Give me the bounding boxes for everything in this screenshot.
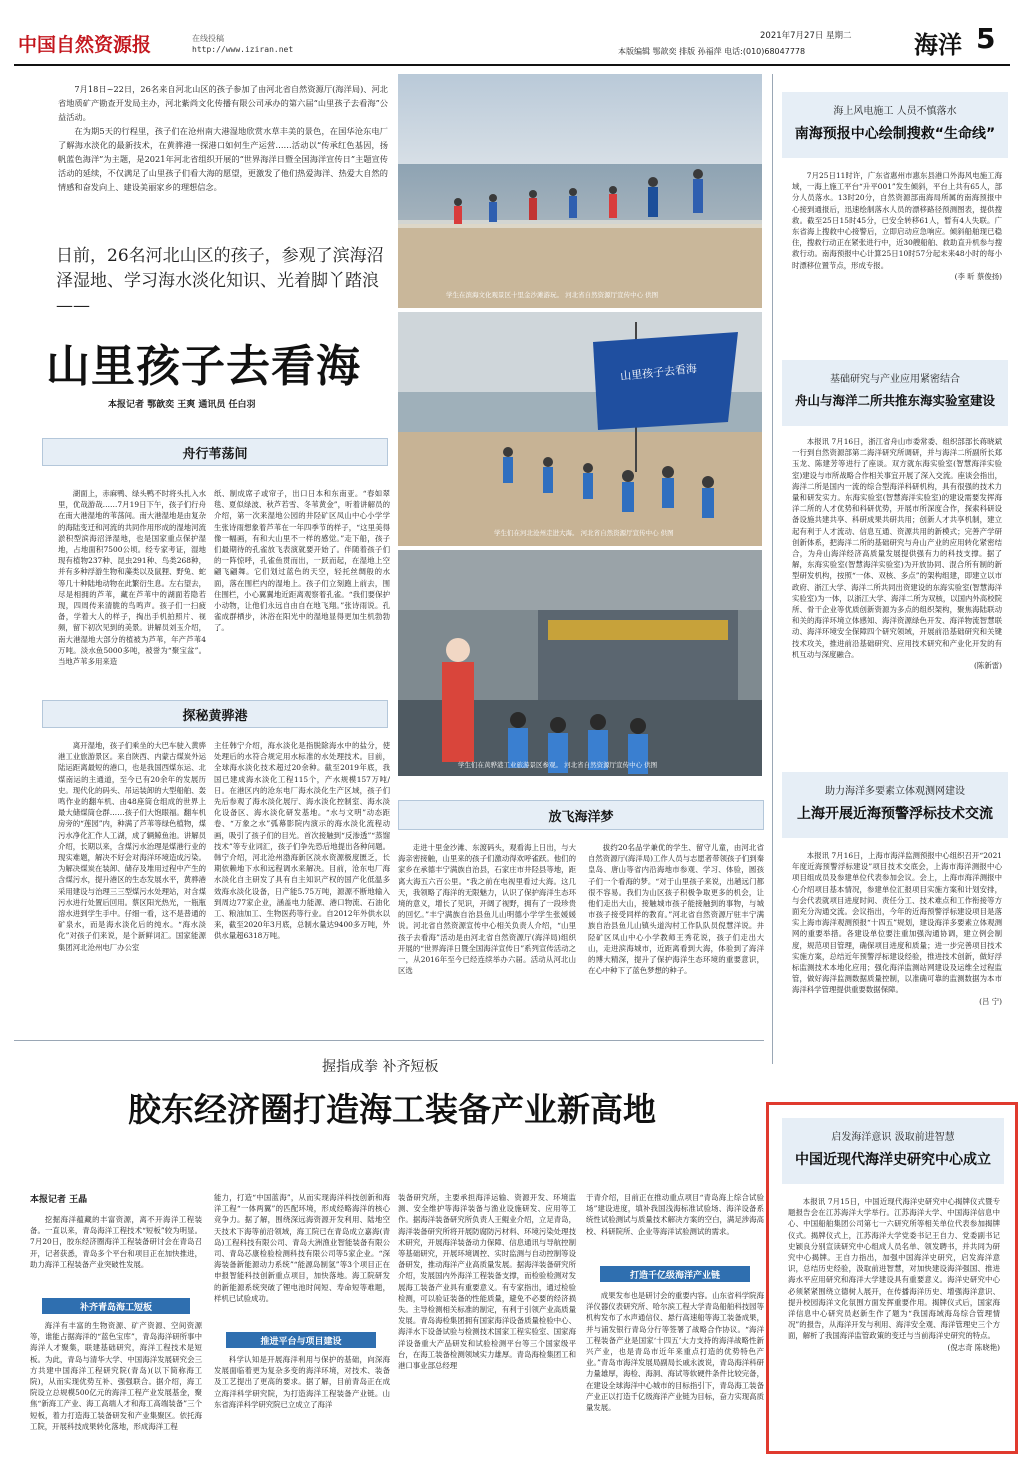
paper-name: 中国自然资源报 — [18, 34, 152, 56]
masthead — [0, 0, 1024, 68]
story3-text: 本报讯 7月16日，上海市海洋监测预报中心组织召开“2021年度近海预警浮标建设”项目技术交底会，上海市海洋测报中心项目组成员及参建单位代表参加会议。会上，上海市海洋测报中心介绍项目基本情况，参建单位汇报项目实施方案和计划安排，与会代表就项目进度时间、责任分工、技术难点和工作衔接等方面充分沟通交流。会议指出，今年的近海预警浮标建设项目是落实上海市海洋观测预报“十四五”规划，建设海洋多要素立体观测网的重要举措。各建设单位要注重加强沟通协调，建立例会制度，规范项目管理，确保项目进度和质量；进一步完善项目技术实施方案，总结近年预警浮标建设经验，推进技术创新，做好浮标监测技术本地化应用；强化海洋监测站网建设及运维全过程监管，做好海洋监测数据质量控制，以准确可靠的监测数据为本市海洋科学管理提供重要数据保障。 — [792, 851, 1002, 995]
flag-image — [398, 312, 762, 546]
story4-sign: (倪志奇 陈晓艳) — [947, 1342, 1000, 1352]
story1-headline: 南海预报中心绘制搜救“生命线” — [794, 126, 996, 142]
story2-sign: (陈新雷) — [974, 661, 1002, 671]
site-url[interactable]: http://www.iziran.net — [192, 45, 294, 54]
bottom-byline: 本报记者 王晶 — [30, 1195, 88, 1205]
sub1-left-text: 湖面上，赤麻鸭、绿头鸭不时将头扎入水里，优哉游哉……7月19日下午，孩子们行舟在南大港湿地的苇荡间。南大港湿地是由复杂的海陆变迁和河流的共同作用形成的湿地河流淤积型滨海沼泽湿地，也是国家重点保护湿地，占地面积7500公顷。经专家考证，湿地现有植物237种、昆虫291种、鸟类268种，并有多种浮游生物和藻类以及鼠狸、野兔、蛇等几十种陆地动物在此繁衍生息。左右望去，尽是相拥的芦苇，藏在芦苇中的湖面若隐若现，四周传来清脆的鸟鸣声。孩子们一扫疲备，学着大人的样子，掏出手机拍照片、视频，留下初次见到的美景。讲解员刘玉介绍，南大港湿地大部分的植被为芦苇，年产芦苇4万吨。淡水鱼5000多吨，被誉为“聚宝盆”。当地芦苇多用来造 — [58, 489, 206, 667]
photo-beach — [398, 74, 762, 308]
bottom-col4-bottom: 成果发布也是研讨会的重要内容。山东省科学院海洋仪器仪表研究所、哈尔滨工程大学青岛船舶科技园等机构发布了水声通信仪、悬行高速船等海工装备成果，并与浦发银行青岛分行等签署了战略合作协议。“海洋工程装备产业是国家‘十四五’大力支持的海洋战略性新兴产业，也是青岛市近年来重点打造的优势特色产业。”青岛市海洋发展局副局长戚永波说，青岛海洋科研力量雄厚，海检、海洞、海试等软硬件条件比较完备，在建设全球海洋中心城市的目标指引下，青岛海工装备产业正以打造千亿级海洋产业链为目标，奋力实现高质量发展。 — [586, 1291, 764, 1413]
lead-headline: 山里孩子去看海 — [46, 341, 361, 392]
submit-label: 在线投稿 — [192, 34, 224, 43]
page-editors: 本版编辑 鄂歆奕 排版 孙福萍 电话:(010)68047778 — [618, 47, 806, 56]
masthead-rule — [14, 64, 1010, 66]
label-buqi: 补齐青岛海工短板 — [42, 1298, 190, 1314]
story2-headline: 舟山与海洋二所共推东海实验室建设 — [794, 393, 995, 408]
story2-kicker: 基础研究与产业应用紧密结合 — [830, 374, 960, 385]
sub2-right-text: 主任韩宁介绍，海水淡化是指脱除海水中的盐分，使处理后的水符合规定用水标准的水处理技术。目前，全球海水淡化技术超过20余种。截至2019年底，我国已建成海水淡化工程115个，产水规模157万吨/日。在港区内的沧东电厂海水淡化生产区域，孩子们先后参观了海水淡化展厅、海水淡化控制室、海水淡化设备区、海水淡化研发基地。“水与文明”动态距卷、“万象之水”弧幕影院内演示的海水淡化流程动画，吸引了孩子们的目光。首次接触到“反渗透”“蒸馏技术”等专业词汇，孩子们争先恐后地提出各种问题。韩宁介绍，河北沧州渤海新区淡水资源极度匮乏，长期依赖地下水和远程调水来解决。目前，沧东电厂海水淡化自主研发了具有自主知识产权的国产化低温多效海水淡化设备，日产能5.75万吨，源源不断地输入到周边77家企业，涵盖电力能源、港口物流、石油化工、粮油加工、生物医药等行业。自2012年外供水以来，截至2020年3月底，总制水量达9400多万吨，外供水量超6318万吨。 — [214, 741, 390, 941]
port-image — [398, 550, 762, 776]
right-story3-header — [782, 772, 1008, 838]
lead-deck: 日前，26名河北山区的孩子，参观了滨海沼泽湿地、学习海水淡化知识、光着脚丫踏浪—— — [56, 246, 384, 316]
sub2-left-text: 离开湿地，孩子们乘坐的大巴车驶入黄骅港工业旅游景区。来自陕西、内蒙古煤炭外运陆运距离最短的港口，也是我国西煤东运、北煤南运的主通道，至今已有20余年的发展历史。现代化的码头、吊运装卸的大型船舶、轰鸣作业的翻车机、由48座筒仓组成的世界上最大储煤筒仓群……孩子们大饱眼福。翻车机房旁的“莲园”内，种满了芦苇等绿色植物，煤污水净化汇作人工湖，成了辆鲸鱼池。讲解员介绍，长期以来，含煤污水治理是煤港行业的现实难题，解决不好会对海洋环境造成污染。为解决煤炭在装卸、储存及堆用过程中产生的含煤污水，提升港区的生态发展水平，黄骅港采用建设与治理三三型煤污水处理站，对含煤污水进行处置后回用。蔡区阳光热光，一瓶瓶溶水进到学生手中。仔细一看，这不是普通的矿泉水，而是海水淡化后的纯水。“海水淡化”对孩子们来说，是个新鲜词汇。国家能源集团河北沧州电厂办公室 — [58, 741, 206, 952]
right-story1-header — [782, 92, 1008, 158]
story4-headline: 中国近现代海洋史研究中心成立 — [795, 1152, 991, 1168]
story3-headline: 上海开展近海预警浮标技术交流 — [797, 806, 993, 822]
subhead-tanmi: 探秘黄骅港 — [42, 700, 388, 728]
story4-text: 本报讯 7月15日，中国近现代海洋史研究中心揭牌仪式暨专题报告会在江苏海洋大学举行。江苏海洋大学、中国海洋信息中心、中国船舶集团公司第七一六研究所等相关单位代表参加揭牌仪式。揭牌仪式上，江苏海洋大学党委书记王自力、党委副书记史颖良分别宣读研究中心组成人员名单、领发聘书，并共同为研究中心揭牌。王自力指出，加强中国海洋史研究，启发海洋意识，总结历史经验，汲取前进智慧，对加快建设海洋强国、推进海水平应用研究和海洋大学建设具有重要意义。海洋史研究中心必须紧紧围绕立德树人展开，在传播海洋历史、增强海洋意识、提升校园海洋文化氛围方面发挥重要作用。揭牌仪式后，国家海洋信息中心研究员赵新生作了题为“我国海域海岛综合管理情况”的报告，从海洋开发与利用、海洋安全观、海洋管理史三个方面，解析了我国海洋监管政策的变迁与当前海洋史研究的特点。 — [788, 1197, 1000, 1341]
beach-image — [398, 74, 762, 308]
bottom-col2-bottom: 科学认知是开展海洋利用与保护的基础，向深海发展面临着更为复杂多变的海洋环境，对技术、装备及工艺提出了更高的要求。据了解，目前青岛正在成立海洋科学研究院，为打造海洋工程装备产业链。山东省海洋科学研究院已立成立了海洋 — [214, 1355, 390, 1409]
lead-byline: 本报记者 鄂歆奕 王爽 通讯员 任白羽 — [108, 400, 256, 410]
subhead-zhouxing: 舟行苇荡间 — [42, 438, 388, 466]
photo-beach-caption: 学生在滨海文化观景区十里金沙滩游玩。 河北省自然资源厅宣传中心 供图 — [446, 291, 659, 299]
right-story4-header — [782, 1118, 1004, 1184]
label-tuijin: 推进平台与项目建设 — [226, 1332, 376, 1348]
story2-body — [792, 436, 1002, 766]
flag-text: 山里孩子去看海 — [619, 362, 698, 383]
sub3-left-text: 走进十里金沙滩、东渡码头，观看海上日出，与大海亲密接触，山里来的孩子们激动得欢呼雀跃。他们的家乡在承德丰宁满族自治县，石家庄市井陉县等地，距离大海五六百公里。“我之前在电视里看过大海。这几天，我领略了海洋的无限魅力，认识了保护海洋生态环境的意义，增长了见识，开阔了视野，拥有了一段珍贵的回忆。”丰宁满族自治县鱼儿山明德小学学生张媛媛说。河北省自然资源宣传中心相关负责人介绍，“山里孩子去看海”活动是由河北省自然资源厅(海洋局)组织开展的“世界海洋日暨全国海洋宣传日”系列宣传活动之一，从2016年至今已经连续举办六届。活动从河北山区选 — [398, 843, 576, 976]
bottom-col1-bottom: 海洋有丰富的生物资源、矿产资源、空间资源等，谁能占据海洋的“蓝色宝库”，青岛海洋研所事中海洋人才聚集，联建基础研究，海洋工程技术是短板。为此，青岛与清华大学、中国海洋发展研究会三方共建中国海洋工程研究院(青岛)(以下简称海工院)，从而实现优势互补、强强联合。据介绍，海工院设立总规模500亿元的海洋工程产业发展基金，聚焦“新海工产业、海工高端人才和海工高端装备”三个短板，着力打造海工装备研发和产业集聚区。依托海工院，开展科技成果转化落地，形成海洋工程 — [30, 1321, 202, 1431]
bottom-col1-top: 挖掘海洋蕴藏的丰富资源，离不开海洋工程装备。一直以来，青岛海洋工程技术“短板”较为明显。7月20日，胶东经济圈海洋工程装备研讨会在青岛召开，记者获悉，青岛多个平台和项目正在加快推进，助力海洋工程装备产业突破性发展。 — [30, 1215, 202, 1269]
photo-flag-caption: 学生们在河北沧州走进大海。 河北省自然资源厅宣传中心 供图 — [494, 529, 674, 537]
story1-body — [792, 170, 1002, 344]
bottom-headline: 胶东经济圈打造海工装备产业新高地 — [128, 1090, 656, 1129]
page-number: 5 — [976, 22, 996, 55]
sub3-right-text: 拔约20名品学兼优的学生、留守儿童，由河北省自然资源厅(海洋局)工作人员与志愿者带领孩子们到秦皇岛、唐山等省内沿海地市参观、学习、体验，圆孩子们一个看海的梦。“对于山里孩子来说，出趟远门都很不容易。我们为山区孩子积极争取更多的机会，让他们走出大山，接触城市孩子能接触到的事物，与城市孩子接受同样的教育。”河北省自然资源厅驻丰宁满族自治县鱼儿山镇头道沟村工作队队员倪慧洋说。井陉矿区凤山中心小学教师王秀花说，孩子们走出大山，走进滨海城市，近距离看到大海，体验到了海洋的博大精深，提升了保护海洋生态环境的重要意识，在心中种下了蓝色梦想的种子。 — [588, 843, 764, 976]
right-column-divider — [772, 74, 773, 1064]
story1-sign: (李 昕 蔡俊扬) — [954, 271, 1002, 281]
story1-kicker: 海上风电施工 人员不慎落水 — [833, 106, 957, 117]
photo-port-caption: 学生们在黄骅港工业旅游景区参观。 河北省自然资源厅宣传中心 供图 — [458, 761, 658, 769]
story4-body — [788, 1196, 1000, 1442]
bottom-col2-top: 能力，打造“中国蓝海”，从而实现海洋科技创新和海洋工程“一体两翼”的匹配环境，形成经略海洋的核心竞争力。据了解，围绕深远海资源开发利用、陆地空天技术下海等前沿领域，海工院已在青岛成立嘉海(青岛)工程科技有限公司、青岛大洲渔业智能装备有限公司、青岛芯康检验检测科技有限公司等5家企业。“深海装备新能源动力系统”“能源岛制氢”等3个项目正在申报智能科技创新重点项目，加快落地。海工院研发的新能源系统突破了锂电池时间短、寿命短等难题，样机已试验成功。 — [214, 1193, 390, 1303]
intro-paragraph: 7月18日~22日，26名来自河北山区的孩子参加了由河北省自然资源厅(海洋局)、河北省地质矿产勘查开发局主办，河北紫尚文化传播有限公司承办的第六届“山里孩子去看海”公益活动。 — [58, 84, 388, 122]
section-name: 海洋 — [914, 31, 962, 59]
bottom-col4-top: 于青介绍，目前正在推动重点项目“青岛海上综合试验场”建设进度，填补我国浅海标准试验场、海洋设备系统性试验测试与质量技术解决方案的空白，满足涉海高校、科研院所、企业等海洋试验测试的需求。 — [586, 1193, 764, 1236]
photo-port — [398, 550, 762, 776]
bottom-col3: 装备研究所，主要承担海洋运输、资源开发、环境监测、安全维护等海洋装备与渔业设施研发、应用等工作。据海洋装备研究所负责人王鲲业介绍，立足青岛，海洋装备研究所将开展防腐防污材料、环境污染处理技术研究，开展海洋装备动力保障、信息通讯与导航控制等基础研究，开展环境调控、实时监测与自动控制等设备研发，推动海洋产业高质量发展。据海洋装备研究所介绍，发展国内外海洋工程装备支撑，而检验检测对发展海工装备产业具有重要意义。有专家指出，通过检验检测，可以验证装备的性能质量，避免不必要的经济损失。主导检测相关标准的制定，有利于引领产业高质量发展。青岛海检集团拥有国家海洋设备质量检验中心、海洋水下设备试验与检测技术国家工程实验室、国家海洋设备重大产品研发和试验检测平台等三个国家级平台，在海工装备检测领域实力雄厚。青岛海检集团工和港口事业部总经理 — [398, 1193, 576, 1371]
sub1-right-text: 纸、制成席子或帘子，出口日本和东南亚。“春如翠毯、夏似绿波、秋芦若雪、冬苇黄金”，听着讲解员的介绍，第一次来湿地公园的井陉矿区凤山中心小学学生张诗雨想象着芦苇在一年四季节的样子，“这里美得像一幅画，有和大山里不一样的感觉。”走下船，孩子们最期待的孔雀放飞表演就要开始了。伴随着孩子们的一阵惊呼，孔雀鱼贯而出，一跃而起，在湿地上空翩飞翩舞。它们划过蓝色的天空，轻托丝绸般的水面，落在围栏内的湿地上。孩子们立刻跑上前去，围住围栏，小心翼翼地近距离观察着孔雀。“我们要保护小动物，让他们永远自由自在地飞翔。”张诗雨说。孔雀成群栖步，沐浴在阳光中的湿地显得更加生机勃勃了。 — [214, 489, 390, 633]
story1-text: 7月25日11时许，广东省惠州市惠东县港口外海风电施工海域，一海上施工平台“升平001”发生倾斜，平台上共有65人，部分人员落水。13时20分，自然资源部南海局所属的南海预报中心接到通报后，迅速绘制落水人员的漂移路径预测图表，提供搜救。截至25日15时45分，已安全转移61人，暂有4人失联。广东省海上搜救中心接警后，立即启动应急响应。倾斜船舶现已稳住，搜救行动正在紧张进行中，近30艘船舶、救助直升机参与搜救行动。南海预报中心计算25日10时57分起未来48小时的每小时漂移位置节点，形成专报。 — [792, 171, 1002, 270]
lead-intro — [58, 82, 388, 232]
photo-flag — [398, 312, 762, 546]
intro-paragraph: 在为期5天的行程里，孩子们在沧州南大港湿地欣赏水草丰美的景色，在国华沧东电厂了解海水淡化的最新技术，在黄骅港一探港口如何生产运营……活动以“传承红色基因，扬帆蓝色海洋”为主题，是2021年河北省组织开展的“世界海洋日暨全国海洋宣传日”主题宣传活动的延续，不仅满足了山里孩子们看大海的愿望，更激发了他们热爱海洋、热爱大自然的情感和奋发向上、建设美丽家乡的理想信念。 — [58, 126, 388, 192]
bottom-story-rule — [14, 1040, 764, 1041]
label-dazao: 打造千亿级海洋产业链 — [600, 1266, 750, 1282]
subhead-fangfei: 放飞海洋梦 — [398, 800, 764, 830]
story4-kicker: 启发海洋意识 汲取前进智慧 — [831, 1132, 955, 1143]
story2-text: 本报讯 7月16日，浙江省舟山市委常委、组织部部长蒋晓斌一行到自然资源部第二海洋研究所调研，并与海洋二所副所长郑玉龙、陈建芳等进行了座谈。双方就东海实验室(智慧海洋实验室)建设与市所战略合作相关事宜开展了深入交流。座谈会指出，海洋二所是国内一流的综合型海洋科研机构，具有很强的技术力量和研发实力。东海实验室(智慧海洋实验室)的建设需要发挥海洋二所的人才优势和科研优势，开展市所深度合作，探索科研设备设施共建共享、科研成果共研共用；创新人才共享机制，建立起有利于人才流动、信息互通、资源共用的新模式；完善产学研创新体系，把海洋二所的基础研究与舟山产业的应用转化紧密结合，为舟山海洋经济高质量发展提供强有力的科技支撑。据了解，东海实验室(智慧海洋实验室)为开放协同、混合所有制的新型研发机构，按照“一体、双核、多点”的架构组建，即建立以市政府、浙江大学、海洋二所共同出资建设的东海实验室(智慧海洋实验室)为一体，以浙江大学、海洋二所为双核，以国内外高校院所、骨干企业等优质创新资源为多点的组织架构，聚焦海陆联动和关的海洋环境立体感知、海洋资源绿色开发、海洋物流智慧联动、海洋环境安全保障四个研究领域，开展前沿基础研究和关键技术攻关，推进前沿基础研究、应用技术研究和产业化开发的有机互动与深度融合。 — [792, 437, 1002, 659]
bottom-kicker: 握指成拳 补齐短板 — [322, 1059, 439, 1075]
story3-kicker: 助力海洋多要素立体观测网建设 — [825, 786, 965, 797]
issue-date: 2021年7月27日 星期二 — [760, 31, 852, 41]
right-story2-header — [782, 360, 1008, 426]
story3-sign: (吕 宁) — [979, 996, 1002, 1006]
story3-body — [792, 850, 1002, 1094]
